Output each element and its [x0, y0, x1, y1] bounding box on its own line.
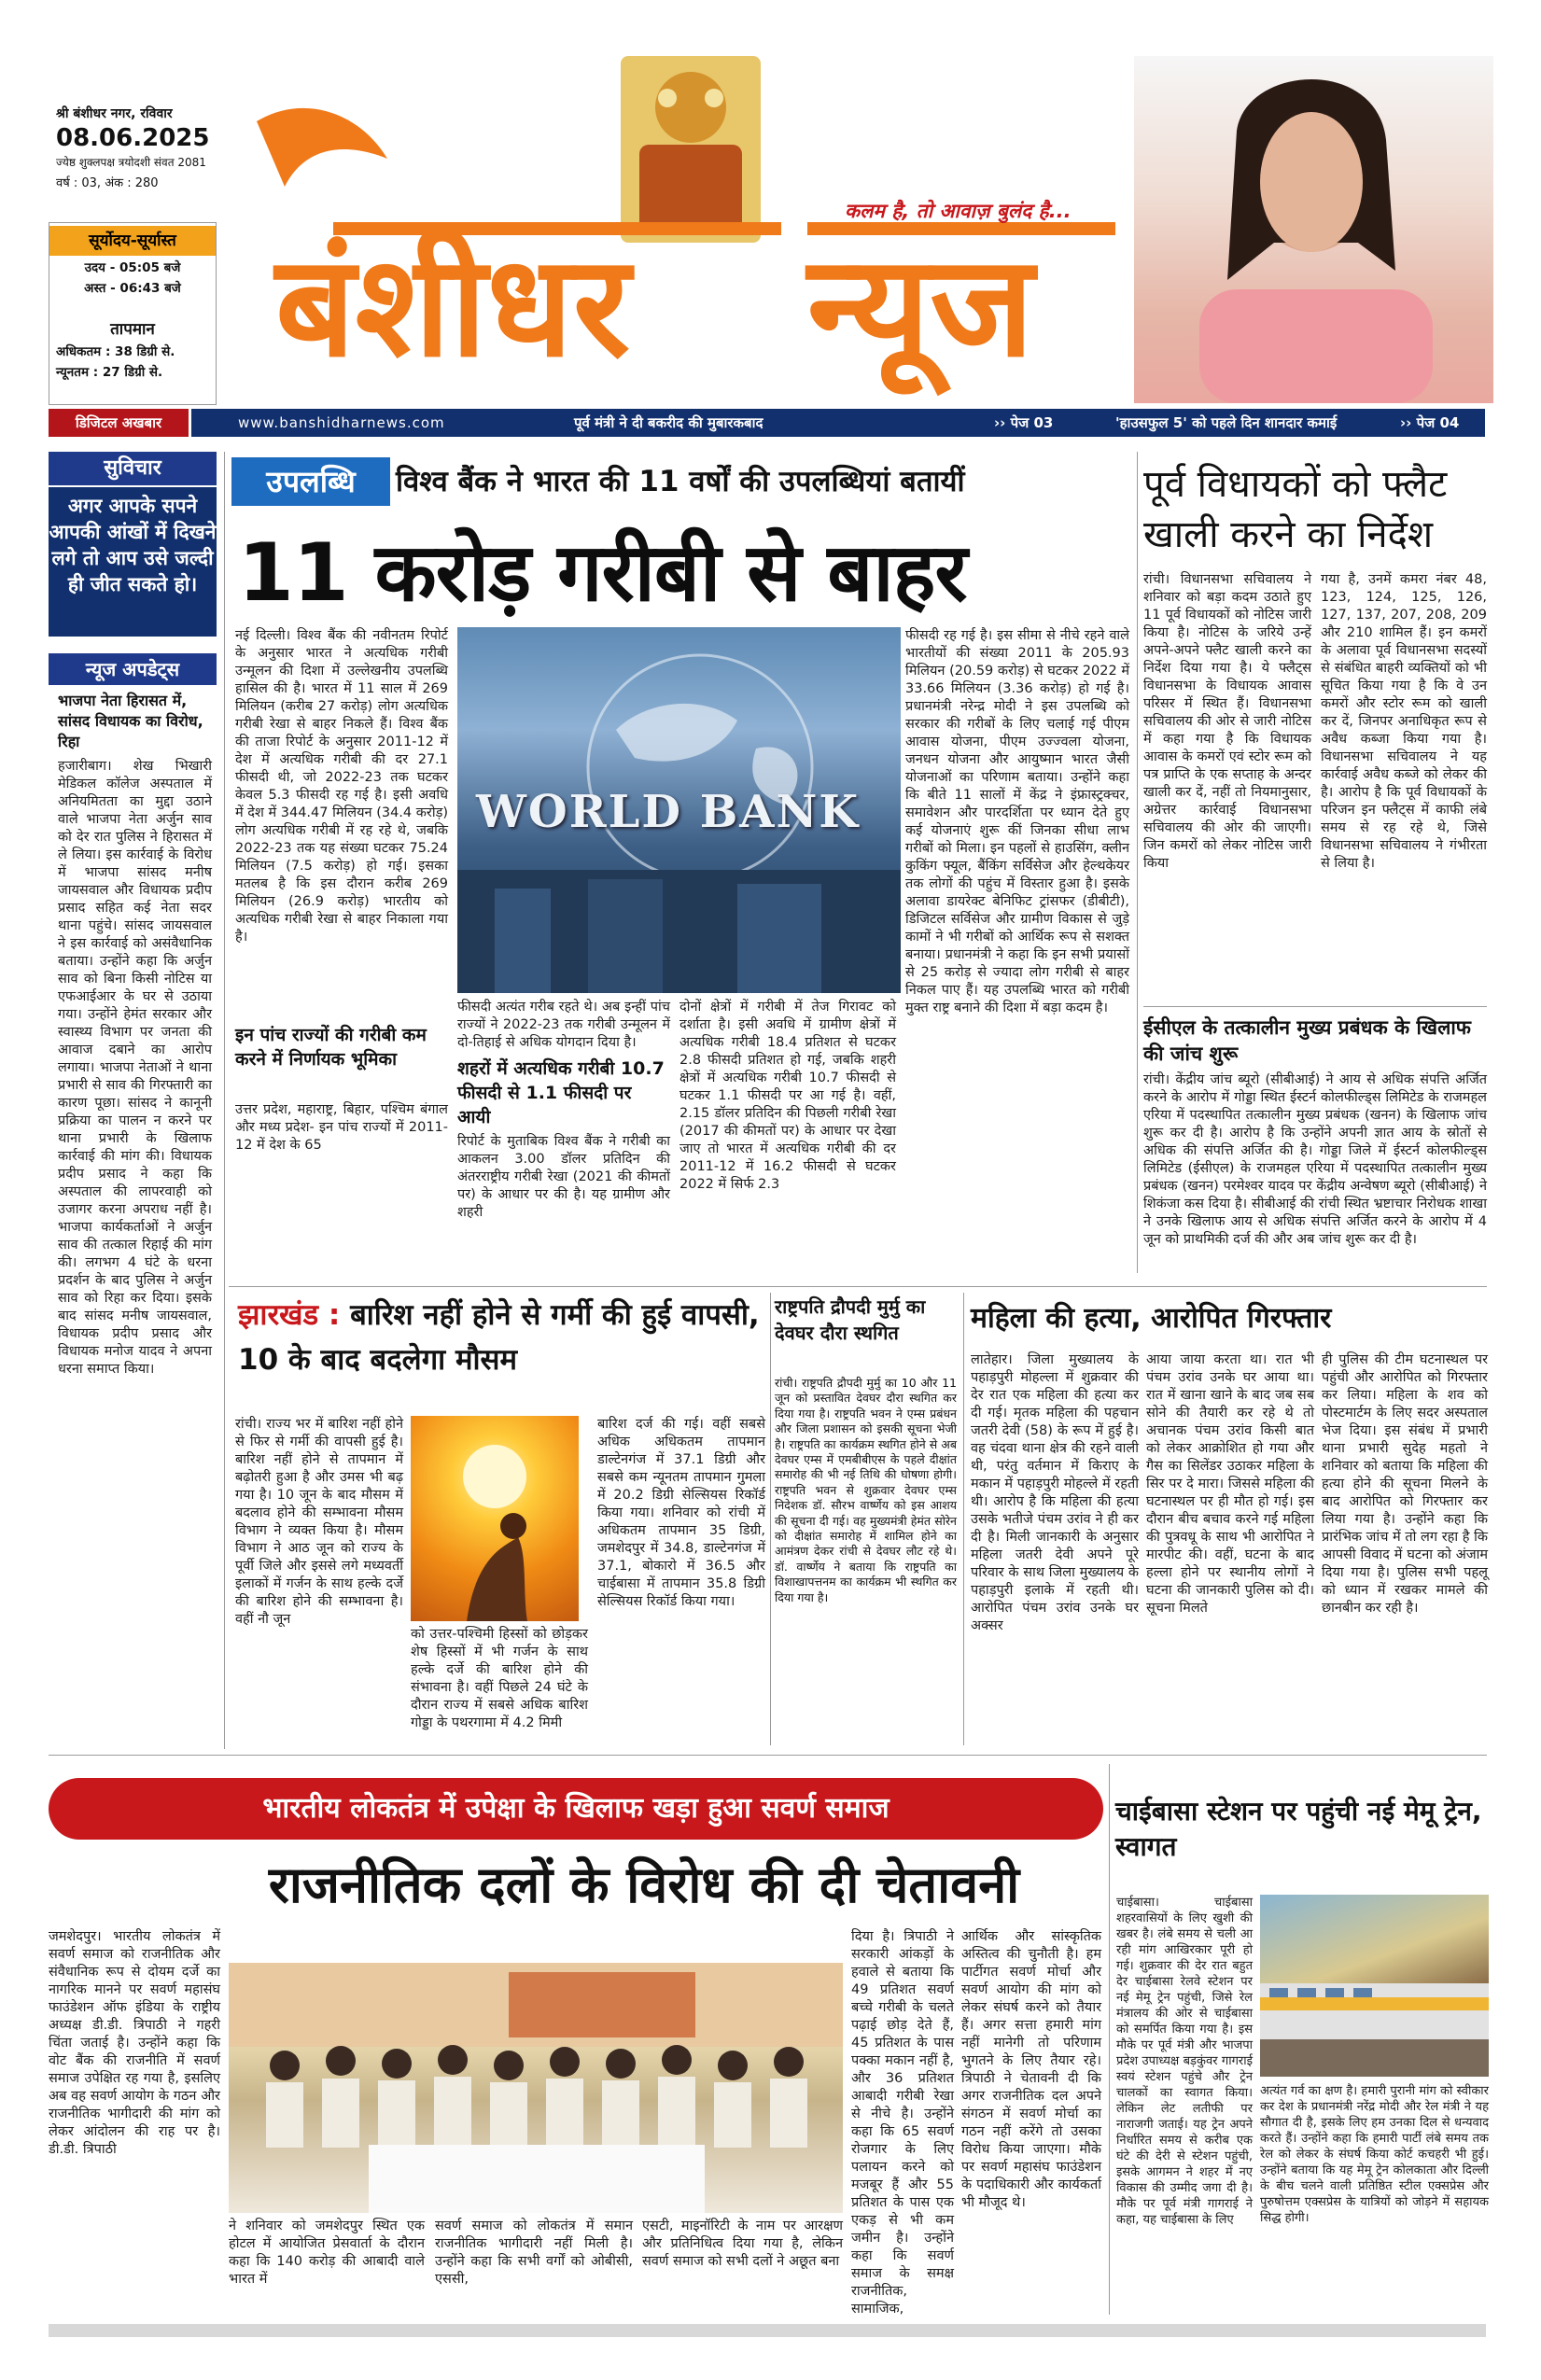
lead-subhead-2: शहरों में अत्यधिक गरीबी 10.7 फीसदी से 1.1 फीसदी पर आयी	[457, 1058, 665, 1127]
heatwave-image	[411, 1416, 579, 1621]
column-divider	[1109, 1764, 1110, 2315]
lead-column-3: दोनों क्षेत्रों में गरीबी में तेज गिरावट को दर्शाता है। इसी अवधि में ग्रामीण क्षेत्रों में अत्यधिक गरीबी 18.4 प्रतिशत से घटकर 2.8 फीसदी प्रतिशत हो गई, जबकि शहरी क्षेत्रों में अत्यधिक गरीबी 10.7 फीसदी से घटकर 1.1 फीसदी पर आ गई है। वहीं, 2.15 डॉलर प्रतिदिन की पिछली गरीबी रेखा (2017 की कीमतों पर) के आधार पर देखा जाए तो भारत में अत्यधिक गरीबी की दर 2011-12 में 16.2 फीसदी से घटकर 2022 में सिर्फ 2.3	[679, 1000, 896, 1192]
savarna-headline: राजनीतिक दलों के विरोध की दी चेतावनी	[268, 1855, 1020, 1914]
footer-bar	[49, 2324, 1486, 2337]
savarna-column-3: सवर्ण समाज को लोकतंत्र में समान राजनीतिक भागीदारी नहीं मिली है। उन्होंने कहा कि सभी वर्गों को ओबीसी, एससी,	[435, 2219, 633, 2287]
section-divider	[49, 1755, 1487, 1756]
murder-column-2: आया जाया करता था। रात भी पंचम उरांव उनके घर आया था। रात में खाना खाने के बाद जब सब सोने की तैयारी कर रहे थे तो अचानक पंचम उरांव किसी बात को लेकर आक्रोशित हो गया और गैस का सिलेंडर उठाकर महिला के सिर पर दे मारा। जिससे महिला की घटनास्थल पर ही मौत हो गई। इस दौरान बीच बचाव करने गई महिला की पुत्रवधू के साथ भी आरोपित ने मारपीट की। वहीं, घटना के बाद हल्ला होने पर स्थानीय लोगों ने घटना की जानकारी पुलिस को दी। सूचना मिलते	[1146, 1352, 1314, 1616]
lead-column-4: फीसदी रह गई है। इस सीमा से नीचे रहने वाले भारतीयों की संख्या 2011 के 205.93 मिलियन (20.59 करोड़) से घटकर 2022 में 33.66 मिलियन (3.36 करोड़) हो गई है। प्रधानमंत्री नरेन्द्र मोदी ने इस उपलब्धि को सरकार की गरीबों के लिए चलाई गई पीएम आवास योजना, पीएम उज्ज्वला योजना, जनधन योजना और आयुष्मान भारत जैसी योजनाओं का परिणाम बताया। उन्होंने कहा कि बीते 11 सालों में केंद्र ने इंफ्रास्ट्रक्चर, समावेशन और पारदर्शिता पर ध्यान देते हुए कई योजनाएं शुरू कीं जिनका सीधा लाभ गरीबों को मिला। इन पहलों से हाउसिंग, क्लीन कुकिंग फ्यूल, बैंकिंग सर्विसेज और हेल्थकेयर तक लोगों की पहुंच में विस्तार हुआ है। इसके अलावा डायरेक्ट बेनिफिट ट्रांसफर (डीबीटी), डिजिटल सर्विसेज और ग्रामीण विकास से जुड़े कामों ने भी गरीबों को आर्थिक रूप से सशक्त बनाया। प्रधानमंत्री ने कहा कि इन सभी प्रयासों से 25 करोड़ से ज्यादा लोग गरीबी से बाहर निकल पाए हैं। यह उपलब्धि भारत को गरीबी मुक्त राष्ट्र बनाने की दिशा में बड़ा कदम है।	[905, 628, 1129, 1015]
murder-column-3: ही पुलिस की टीम घटनास्थल पर पहुंची और आरोपित को गिरफ्तार कर लिया। महिला के शव को पोस्टमार्टम के लिए सदर अस्पताल भेज दिया। इस संबंध में प्रभारी थाना प्रभारी सुदेह महतो ने शनिवार को बताया कि महिला की हत्या होने की सूचना मिलने के बाद आरोपित को गिरफ्तार कर लिया गया है। उन्होंने कहा कि प्रारंभिक जांच में तो लग रहा है कि आपसी विवाद में घटना को अंजाम दिया गया है। पुलिस सभी पहलू को ध्यान में रखकर मामले की छानबीन कर रही है।	[1322, 1352, 1488, 1616]
memu-train-headline: चाईबासा स्टेशन पर पहुंची नई मेमू ट्रेन, स्वागत	[1115, 1796, 1482, 1862]
ecl-probe-headline: ईसीएल के तत्कालीन मुख्य प्रबंधक के खिलाफ की जांच शुरू	[1143, 1016, 1471, 1065]
nav-teaser-1[interactable]: पूर्व मंत्री ने दी बकरीद की मुबारकबाद	[574, 414, 763, 431]
newspaper-logo	[229, 56, 1125, 401]
weather-headline	[238, 1293, 761, 1382]
logo-word-1: बंशीधर	[275, 226, 631, 388]
temp-max: अधिकतम : 38 डिग्री से.	[56, 344, 175, 359]
memu-train-column-2: अत्यंत गर्व का क्षण है। हमारी पुरानी मांग को स्वीकार कर देश के प्रधानमंत्री नरेंद्र मोदी और रेल मंत्री ने यह सौगात दी है, इसके लिए हम उनका दिल से धन्यवाद करते हैं। उन्होंने कहा कि हमारी पार्टी लंबे समय तक रेल को लेकर के संघर्ष किया कोर्ट कचहरी भी हुई। उन्होंने बताया कि यह मेमू ट्रेन कोलकाता और दिल्ली के बीच चलने वाली प्रतिष्ठित स्टील एक्सप्रेस और पुरुषोत्तम एक्सप्रेस के यात्रियों को जोड़ने में सहायक सिद्ध होगी।	[1260, 2084, 1489, 2225]
savarna-column-4: एसटी, माइनॉरिटी के नाम पर आरक्षण और प्रतिनिधित्व दिया गया है, लेकिन सवर्ण समाज को सभी दलों ने अछूत बना	[642, 2219, 843, 2269]
news-updates-title: न्यूज अपडेट्स	[49, 653, 217, 685]
nav-teaser-2[interactable]: 'हाउसफुल 5' को पहले दिन शानदार कमाई	[1115, 414, 1338, 431]
weather-column-1: रांची। राज्य भर में बारिश नहीं होने से फिर से गर्मी की वापसी हुई है। बारिश नहीं होने से तापमान में बढ़ोतरी हुआ है और उमस भी बढ़ गया है। 10 जून के बाद मौसम में बदलाव होने की सम्भावना मौसम विभाग ने व्यक्त किया है। मौसम विभाग ने आठ जून को राज्य के पूर्वी जिले और इससे लगे मध्यवर्ती इलाकों में गर्जन के साथ हल्के दर्जे की बारिश होने की सम्भावना है। वहीं नौ जून	[235, 1417, 403, 1627]
section-divider	[1143, 1006, 1487, 1007]
savarna-column-2: ने शनिवार को जमशेदपुर स्थित एक होटल में आयोजित प्रेसवार्ता के दौरान कहा कि 140 करोड़ की आबादी वाले भारत में	[229, 2219, 425, 2287]
nav-teaser-2-page[interactable]: ›› पेज 04	[1400, 414, 1460, 431]
advertisement-model-image	[1134, 56, 1493, 403]
president-visit-headline: राष्ट्रपति द्रौपदी मुर्मु का देवघर दौरा स्थगित	[775, 1295, 926, 1344]
suvichar-text: अगर आपके सपने आपकी आंखों में दिखने लगे तो आप उसे जल्दी ही जीत सकते हो।	[49, 487, 217, 637]
edition-date: 08.06.2025	[56, 124, 210, 152]
lead-subhead-1: इन पांच राज्यों की गरीबी कम करने में निर्णायक भूमिका	[235, 1025, 427, 1070]
sunrise-time: उदय - 05:05 बजे	[84, 260, 181, 275]
world-bank-image	[457, 627, 901, 993]
lead-column-2: फीसदी अत्यंत गरीब रहते थे। अब इन्हीं पांच राज्यों ने 2022-23 तक गरीबी उन्मूलन में दो-तिहाई से अधिक योगदान दिया है।	[457, 1000, 670, 1050]
website-link[interactable]: www.banshidharnews.com	[238, 414, 445, 431]
column-divider	[224, 452, 225, 1749]
savarna-column-1: जमशेदपुर। भारतीय लोकतंत्र में सवर्ण समाज को राजनीतिक और संवैधानिक रूप से दोयम दर्जे का नागरिक मानने पर सवर्ण महासंघ फाउंडेशन ऑफ इंडिया के राष्ट्रीय अध्यक्ष डी.डी. त्रिपाठी ने गहरी चिंता जताई है। उन्होंने कहा कि वोट बैंक की राजनीति में सवर्ण समाज उपेक्षित रह गया है, इसलिए अब वह सवर्ण आयोग के गठन और राजनीतिक भागीदारी की मांग को लेकर आंदोलन की राह पर है। डी.डी. त्रिपाठी	[49, 1929, 220, 2157]
sunset-time: अस्त - 06:43 बजे	[84, 281, 181, 296]
flat-notice-headline: पूर्व विधायकों को फ्लैट खाली करने का निर्देश	[1143, 463, 1448, 556]
nav-teaser-1-page[interactable]: ›› पेज 03	[994, 414, 1054, 431]
masthead-info	[56, 105, 215, 190]
column-divider	[963, 1293, 964, 1745]
digital-edition-badge: डिजिटल अखबार	[49, 409, 189, 437]
deity-image	[621, 56, 761, 243]
flat-notice-column-1: रांची। विधानसभा सचिवालय ने शनिवार को बड़ा कदम उठाते हुए 11 पूर्व विधायकों को नोटिस जारी किया है। नोटिस के जरिये उन्हें अपने-अपने फ्लैट खाली करने का निर्देश दिया गया है। ये फ्लैट्स विधानसभा के विधायक आवास परिसर में स्थित हैं। विधानसभा सचिवालय की ओर से जारी नोटिस में कहा गया है कि विधायक आवास के कमरों एवं स्टोर रूम को पत्र प्राप्ति के एक सप्ताह के अन्दर खाली कर दें, नहीं तो नियमानुसार, अग्रेत्तर कार्रवाई विधानसभा सचिवालय की ओर की जाएगी। जिन कमरों को लेकर नोटिस जारी किया	[1143, 572, 1311, 871]
column-divider	[1137, 452, 1138, 1273]
masthead-tagline: कलम है, तो आवाज़ बुलंद है...	[845, 200, 1072, 222]
press-conference-image	[229, 1963, 843, 2213]
temperature-title: तापमान	[110, 320, 155, 339]
murder-headline: महिला की हत्या, आरोपित गिरफ्तार	[971, 1302, 1332, 1335]
section-divider	[229, 1286, 1487, 1287]
memu-train-column-1: चाईबासा। चाईबासा शहरवासियों के लिए खुशी की खबर है। लंबे समय से चली आ रही मांग आखिरकार पूरी हो गई। शुक्रवार की देर रात बहुत देर चाईबासा रेलवे स्टेशन पर नई मेमू ट्रेन पहुंची, जिसे रेल मंत्रालय की ओर से चाईबासा को समर्पित किया गया है। इस मौके पर पूर्व मंत्री और भाजपा प्रदेश उपाध्यक्ष बड़कुंवर गागराई स्वयं स्टेशन पहुंचे और ट्रेन चालकों का स्वागत किया। लेकिन लेट लतीफी पर नाराजगी जताई। यह ट्रेन अपने निर्धारित समय से करीब एक घंटे की देरी से स्टेशन पहुंची, इसके आगमन ने शहर में नए विकास की उम्मीद जगा दी है। मौके पर पूर्व मंत्री गागराई ने कहा, यह चाईबासा के लिए	[1116, 1896, 1253, 2227]
sun-times-title: सूर्योदय-सूर्यास्त	[49, 226, 217, 256]
weather-tag: झारखंड :	[238, 1298, 341, 1332]
column-divider	[770, 1293, 771, 1745]
info-box-frame	[49, 222, 217, 405]
temp-min: न्यूनतम : 27 डिग्री से.	[56, 365, 163, 380]
news-update-body: हजारीबाग। शेख भिखारी मेडिकल कॉलेज अस्पताल में अनियमितता का मुद्दा उठाने वाले भाजपा नेता अर्जुन साव को देर रात पुलिस ने हिरासत में ले लिया। इस कार्रवाई के विरोध में भाजपा सांसद मनीष जायसवाल और विधायक प्रदीप प्रसाद सहित कई नेता सदर थाना पहुंचे। सांसद जायसवाल ने इस कार्रवाई को असंवैधानिक बताया। उन्होंने कहा कि अर्जुन साव को बिना किसी नोटिस या एफआईआर के घर से उठाया गया। उन्होंने हेमंत सरकार और स्वास्थ्य विभाग पर जनता की आवाज दबाने का आरोप लगाया। भाजपा नेताओं ने थाना प्रभारी से साव की गिरफ्तारी का कारण पूछा। सांसद ने कानूनी प्रक्रिया का पालन न करने पर थाना प्रभारी के खिलाफ कार्रवाई की मांग की। विधायक प्रदीप प्रसाद ने कहा कि अस्पताल की लापरवाही को उजागर करना अपराध नहीं है। भाजपा कार्यकर्ताओं ने अर्जुन साव की तत्काल रिहाई की मांग की। लगभग 4 घंटे के धरना प्रदर्शन के बाद पुलिस ने अर्जुन साव को रिहा कर दिया। इसके बाद सांसद मनीष जायसवाल, विधायक प्रदीप प्रसाद और विधायक मनोज यादव ने अपना धरना समाप्त किया।	[58, 759, 212, 1377]
logo-flame	[257, 108, 387, 187]
flat-notice-column-2: गया है, उनमें कमरा नंबर 48, 123, 124, 125, 126, 127, 137, 207, 208, 209 और 210 शामिल हैं। इन कमरों के अलावा पूर्व विधानसभा सदस्यों से संबंधित बाहरी व्यक्तियों को भी सूचित किया गया है कि वे उन कमरों और स्टोर रूम को खाली कर दें, जिनपर अनाधिकृत रूप से अवैध कब्जा किया गया है। विधानसभा सचिवालय ने यह कार्रवाई अवैध कब्जे को लेकर की है। आरोप है कि पूर्व विधायकों के परिजन इन फ्लैट्स में काफी लंबे समय से रह रहे थे, जिसे विधानसभा सचिवालय ने गंभीरता से लिया है।	[1321, 572, 1487, 871]
news-update-headline: भाजपा नेता हिरासत में, सांसद विधायक का विरोध, रिहा	[58, 692, 203, 750]
lead-kicker: विश्व बैंक ने भारत की 11 वर्षों की उपलब्धियां बतायीं	[396, 465, 965, 498]
logo-word-2: न्यूज	[807, 226, 1034, 388]
president-visit-body: रांची। राष्ट्रपति द्रौपदी मुर्मु का 10 और 11 जून को प्रस्तावित देवघर दौरा स्थगित कर दिया गया है। राष्ट्रपति भवन ने एम्स प्रबंधन और जिला प्रशासन को इसकी सूचना भेजी है। राष्ट्रपति का कार्यक्रम स्थगित होने से अब देवघर एम्स में एमबीबीएस के पहले दीक्षांत समारोह की भी नई तिथि की घोषणा होगी। राष्ट्रपति भवन से शुक्रवार देवघर एम्स निदेशक डॉ. सौरभ वार्ष्णेय को इस आशय की सूचना दी गई। वह मुख्यमंत्री हेमंत सोरेन को दीक्षांत समारोह में शामिल होने का आमंत्रण देकर रांची से देवघर लौट रहे थे। डॉ. वार्ष्णेय ने बताया कि राष्ट्रपति का विशाखापत्तनम का कार्यक्रम भी स्थगित कर दिया गया है।	[775, 1376, 957, 1604]
edition-tithi: ज्येष्ठ शुक्लपक्ष त्रयोदशी संवत 2081	[56, 156, 206, 169]
world-bank-sign-text: WORLD BANK	[476, 786, 861, 838]
lead-tag: उपलब्धि	[231, 457, 390, 506]
murder-column-1: लातेहार। जिला मुख्यालय के पहाड़पुरी मोहल्ला में शुक्रवार की देर रात एक महिला की हत्या कर दी गई। मृतक महिला की पहचान जतरी देवी (58) के रूप में हुई है। वह चंदवा थाना क्षेत्र की रहने वाली थी, परंतु वर्तमान में किराए के मकान में पहाड़पुरी मोहल्ले में रहती थी। आरोप है कि महिला की हत्या उसके भतीजे पंचम उरांव ने ही कर दी है। मिली जानकारी के अनुसार महिला जतरी देवी अपने पूरे परिवार के साथ जिला मुख्यालय के पहाड़पुरी इलाके में रहती थी। आरोपित पंचम उरांव उनके घर अक्सर	[971, 1352, 1139, 1633]
ecl-probe-body: रांची। केंद्रीय जांच ब्यूरो (सीबीआई) ने आय से अधिक संपत्ति अर्जित करने के आरोप में गोड्डा स्थित ईस्टर्न कोलफील्ड्स लिमिटेड के राजमहल एरिया में पदस्थापित तत्कालीन मुख्य प्रबंधक (खनन) के खिलाफ जांच शुरू कर दी है। आरोप है कि उन्होंने अपनी ज्ञात आय के स्रोतों से अधिक की संपत्ति अर्जित की है। गोड्डा जिले में ईस्टर्न कोलफील्ड्स लिमिटेड (ईसीएल) के राजमहल एरिया में पदस्थापित तत्कालीन मुख्य प्रबंधक (खनन) परमेश्वर यादव पर केंद्रीय अन्वेषण ब्यूरो (सीबीआई) ने शिकंजा कस दिया है। सीबीआई की रांची स्थित भ्रष्टाचार निरोधक शाखा ने उनके खिलाफ आय से अधिक संपत्ति अर्जित करने के आरोप में 4 जून को प्राथमिकी दर्ज की और अब जांच शुरू कर दी है।	[1143, 1072, 1487, 1247]
savarna-column-6: आर्थिक और सांस्कृतिक अस्तित्व की चुनौती है। हम पार्टीगत सवर्ण मोर्चा और सवर्ण आयोग की मांग को लेकर संघर्ष करने को तैयार हैं। अगर सत्ता हमारी मांग नहीं मानेगी तो परिणाम भुगतने के लिए तैयार रहे। त्रिपाठी ने चेतावनी दी कि अगर राजनीतिक दल अपने संगठन में सवर्ण मोर्चा का गठन नहीं करेंगे तो उसका विरोध किया जाएगा। मौके पर सवर्ण महासंघ फाउंडेशन के पदाधिकारी और कार्यकर्ता भी मौजूद थे।	[961, 1929, 1101, 2210]
lead-headline: 11 करोड़ गरीबी से बाहर	[238, 526, 967, 620]
edition-issue: वर्ष : 03, अंक : 280	[56, 176, 159, 190]
savarna-banner: भारतीय लोकतंत्र में उपेक्षा के खिलाफ खड़ा हुआ सवर्ण समाज	[49, 1778, 1103, 1840]
lead-column-1b: उत्तर प्रदेश, महाराष्ट्र, बिहार, पश्चिम बंगाल और मध्य प्रदेश- इन पांच राज्यों में 2011-12 में देश के 65	[235, 1102, 448, 1153]
logo-graphic	[229, 56, 1125, 401]
suvichar-title: सुविचार	[49, 452, 217, 485]
edition-place: श्री बंशीधर नगर, रविवार	[56, 106, 173, 121]
weather-column-3: बारिश दर्ज की गई। वहीं सबसे अधिक अधिकतम तापमान डाल्टेनगंज में 37.1 डिग्री और सबसे कम न्यूनतम तापमान गुमला में 20.2 डिग्री सेल्सियस रिकॉर्ड किया गया। शनिवार को रांची में अधिकतम तापमान 35 डिग्री, जमशेदपुर में 34.8, डाल्टेनगंज में 37.1, बोकारो में 36.5 और चाईबासा में तापमान 35.8 डिग्री सेल्सियस रिकॉर्ड किया गया।	[597, 1417, 765, 1609]
lead-column-1: नई दिल्ली। विश्व बैंक की नवीनतम रिपोर्ट के अनुसार भारत ने अत्यधिक गरीबी उन्मूलन की दिशा में उल्लेखनीय उपलब्धि हासिल की है। भारत में 11 साल में 269 मिलियन (करीब 27 करोड़) लोग अत्यधिक गरीबी रेखा से बाहर निकले हैं। विश्व बैंक की ताजा रिपोर्ट के अनुसार 2011-12 में देश में अत्यधिक गरीबी की दर 27.1 फीसदी थी, जो 2022-23 तक घटकर केवल 5.3 फीसदी रह गई है। इसी अवधि में देश में 344.47 मिलियन (34.4 करोड़) लोग अत्यधिक गरीबी में रह रहे थे, जबकि 2022-23 तक यह संख्या घटकर 75.24 मिलियन (7.5 करोड़) हो गई। इसका मतलब है कि इस दौरान करीब 269 मिलियन (26.9 करोड़) भारतीय को अत्यधिक गरीबी रेखा से बाहर निकाला गया है।	[235, 628, 448, 945]
lead-column-2b: रिपोर्ट के मुताबिक विश्व बैंक ने गरीबी का आकलन 3.00 डॉलर प्रतिदिन की अंतरराष्ट्रीय गरीबी रेखा (2021 की कीमतों पर) के आधार पर की है। यह ग्रामीण और शहरी	[457, 1134, 670, 1220]
headline-nav-bar	[191, 409, 1485, 437]
weather-column-2: को उत्तर-पश्चिमी हिस्सों को छोड़कर शेष हिस्सों में भी गर्जन के साथ हल्के दर्जे की बारिश होने की संभावना है। वहीं पिछले 24 घंटे के दौरान राज्य में सबसे अधिक बारिश गोड्डा के पथरगामा में 4.2 मिमी	[411, 1627, 588, 1730]
train-image	[1260, 1895, 1489, 2077]
weather-headline-text: बारिश नहीं होने से गर्मी की हुई वापसी, 10 के बाद बदलेगा मौसम	[238, 1298, 760, 1377]
savarna-column-5: दिया है। त्रिपाठी ने सरकारी आंकड़ों के हवाले से बताया कि 49 प्रतिशत सवर्ण बच्चे गरीबी के चलते पढ़ाई छोड़ देते हैं, 45 प्रतिशत के पास पक्का मकान नहीं है, और 36 प्रतिशत आबादी गरीबी रेखा से नीचे है। उन्होंने कहा कि 65 सवर्ण रोजगार के लिए पलायन करने को मजबूर हैं और 55 प्रतिशत के पास एक एकड़ से भी कम जमीन है। उन्होंने कहा कि सवर्ण समाज के समक्ष राजनीतिक, सामाजिक,	[851, 1929, 954, 2317]
